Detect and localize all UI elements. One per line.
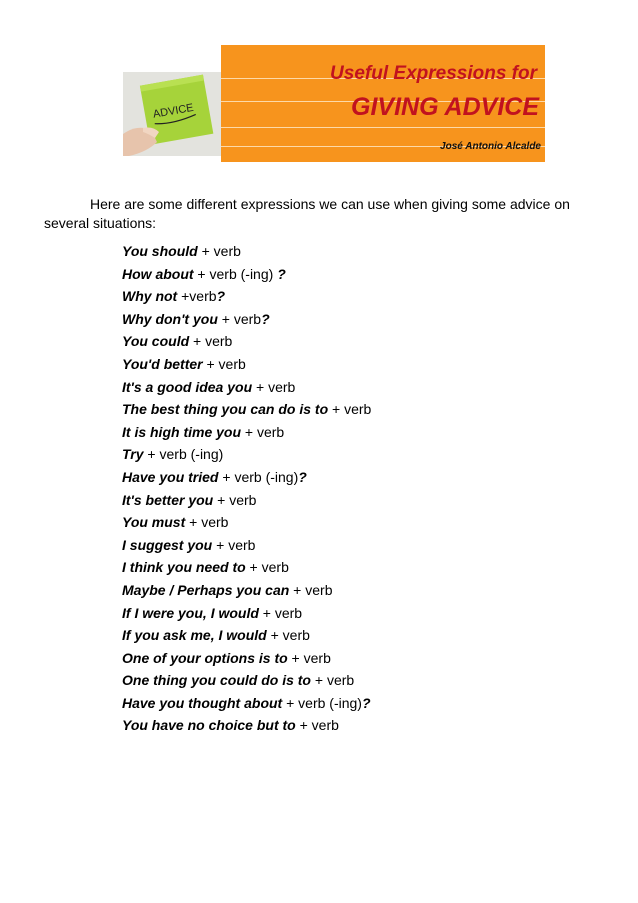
expression-phrase: The best thing you can do is to [122,401,329,418]
expression-phrase: Why not [122,288,178,305]
advice-sticky-note-photo-icon [123,72,221,156]
expression-rest: + verb (-ing) [218,468,299,485]
expression-rest: + verb [295,717,339,734]
expression-phrase: You'd better [122,355,203,372]
expression-rest: + verb [258,604,303,621]
expression-item [122,647,592,670]
expression-item [122,624,592,647]
advice-note-image [123,72,221,156]
expression-rest: + verb [217,310,262,327]
expression-item [122,330,592,353]
expression-rest: + verb [212,536,256,553]
expression-phrase: One of your options is to [122,649,288,666]
expression-phrase: One thing you could do is to [122,672,311,689]
expressions-list [122,240,592,737]
expression-phrase: It's a good idea you [122,378,253,395]
expression-item [122,353,592,376]
expression-phrase: Why don't you [122,310,218,327]
expression-phrase: You must [122,514,186,531]
expression-rest: + verb (-ing) [282,694,362,711]
expression-rest: + verb [189,333,233,350]
expression-phrase: If I were you, I would [122,604,259,621]
header-author: José Antonio Alcalde [440,141,541,152]
expression-rest: +verb [177,288,217,305]
expression-rest: + verb [213,491,257,508]
expression-item [122,714,592,737]
header-title-line1: Useful Expressions for [330,63,537,84]
expression-phrase: I suggest you [122,536,213,553]
expression-item [122,398,592,421]
header-title-line2: GIVING ADVICE [351,93,539,121]
expression-item [122,421,592,444]
expression-phrase: It is high time you [122,423,242,440]
expression-phrase: You should [122,243,198,259]
expression-phrase: You could [122,333,190,350]
expression-item [122,443,592,466]
expression-rest: + verb (-ing) [143,446,224,463]
expression-phrase: You have no choice but to [122,717,296,734]
expression-item [122,263,592,286]
expression-rest: + verb [241,423,285,440]
expression-phrase: How about [122,265,194,282]
expression-phrase: Have you thought about [122,694,283,711]
expression-item [122,556,592,579]
expression-phrase: I think you need to [122,559,246,576]
expression-rest: + verb [245,559,289,576]
expression-phrase: If you ask me, I would [122,627,267,644]
expression-item [122,602,592,625]
expression-item [122,489,592,512]
expression-rest: + verb (-ing) [193,265,278,282]
expression-item [122,308,592,331]
expression-rest: + verb [197,243,241,259]
intro-paragraph: Here are some different expressions we can use when giving some advice on several situations: [44,196,570,231]
expression-rest: + verb [185,514,229,531]
banner-divider [221,127,545,128]
expression-item [122,669,592,692]
expression-rest: + verb [202,355,246,372]
expression-phrase: Have you tried [122,468,219,485]
expression-rest: + verb [287,649,331,666]
expression-phrase: It's better you [122,491,214,508]
expression-item [122,285,592,308]
expression-item [122,579,592,602]
expression-rest: + verb [266,627,310,644]
expression-item [122,466,592,489]
note-text: ADVICE [152,101,195,121]
expression-phrase: Try [122,446,144,463]
expression-item [122,692,592,715]
expression-rest: + verb [311,672,355,689]
expression-rest: + verb [252,378,296,395]
expression-rest: + verb [328,401,372,418]
expression-item [122,511,592,534]
expression-end: ? [216,288,226,305]
expression-end: ? [277,265,286,282]
expression-item [122,376,592,399]
expression-item [122,534,592,557]
expression-item [122,240,592,263]
expression-rest: + verb [289,581,333,598]
expression-end: ? [261,310,270,327]
expression-phrase: Maybe / Perhaps you can [122,581,290,598]
expression-end: ? [298,468,307,485]
expression-end: ? [361,694,371,711]
